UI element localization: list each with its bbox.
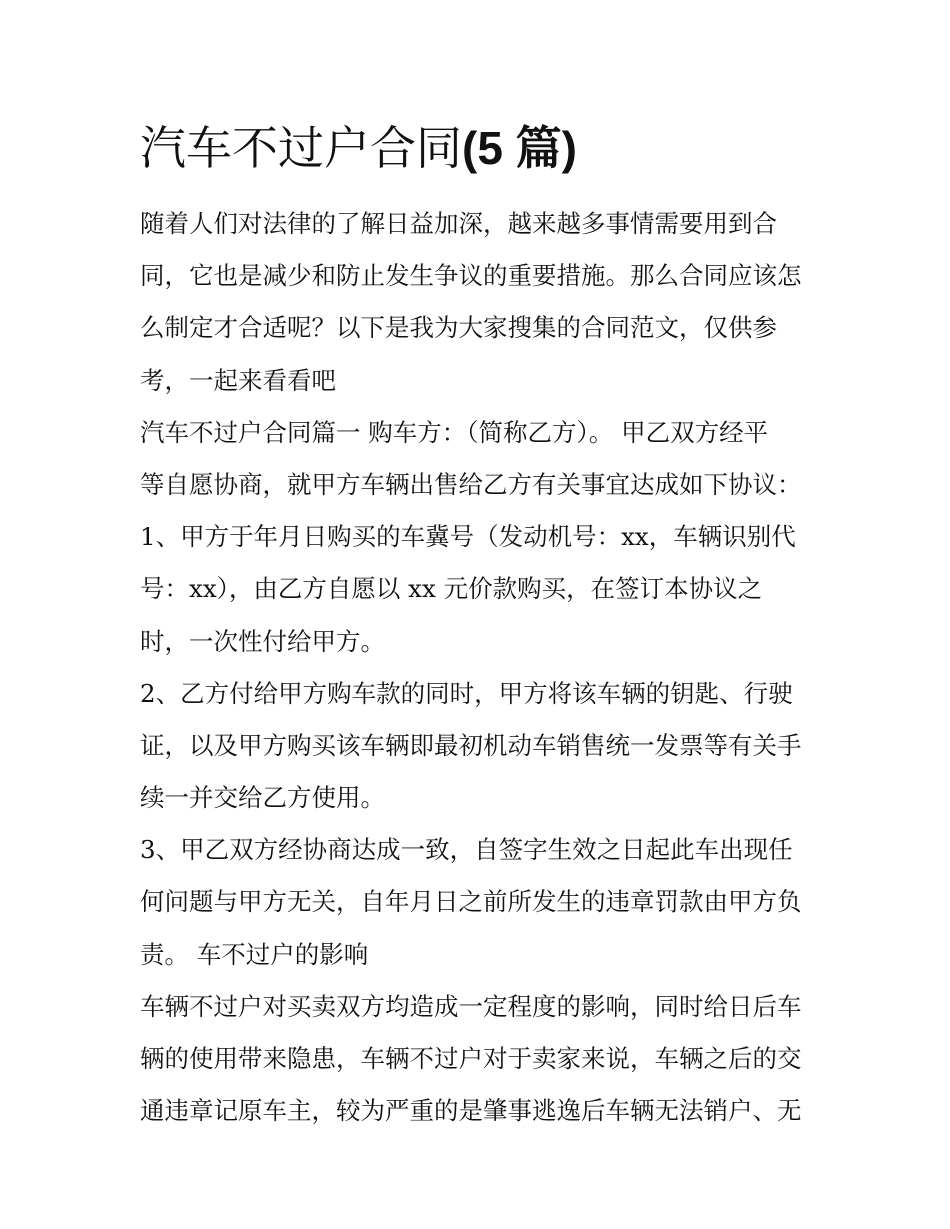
body-line: 2、乙方付给甲方购车款的同时，甲方将该车辆的钥匙、行驶: [140, 678, 793, 708]
body-line: 1、甲方于年月日购买的车冀号（发动机号：xx，车辆识别代: [140, 522, 796, 552]
body-line: 车辆不过户对买卖双方均造成一定程度的影响，同时给日后车: [140, 991, 802, 1021]
body-line: 证，以及甲方购买该车辆即最初机动车销售统一发票等有关手: [140, 730, 802, 760]
document-title-text: 汽车不过户合同: [140, 121, 462, 175]
body-line: 汽车不过户合同篇一 购车方：（简称乙方）。 甲乙双方经平: [140, 417, 769, 447]
body-line: 3、甲乙双方经协商达成一致，自签字生效之日起此车出现任: [140, 835, 793, 865]
body-line: 何问题与甲方无关，自年月日之前所发生的违章罚款由甲方负: [140, 887, 802, 917]
document-title: [140, 116, 577, 180]
body-line: 续一并交给乙方使用。: [140, 783, 385, 813]
body-line: 么制定才合适呢？以下是我为大家搜集的合同范文，仅供参: [140, 313, 777, 343]
body-line: 辆的使用带来隐患，车辆不过户对于卖家来说，车辆之后的交: [140, 1044, 802, 1073]
document-body: [140, 198, 830, 1137]
body-line: 等自愿协商，就甲方车辆出售给乙方有关事宜达成如下协议：: [140, 469, 802, 499]
body-line: 通违章记原车主，较为严重的是肇事逃逸后车辆无法销户、无: [140, 1096, 802, 1126]
body-line: 考，一起来看看吧: [140, 365, 336, 395]
body-line: 随着人们对法律的了解日益加深，越来越多事情需要用到合: [140, 209, 777, 238]
body-line: 时，一次性付给甲方。: [140, 626, 385, 656]
body-line: 同，它也是减少和防止发生争议的重要措施。那么合同应该怎: [140, 261, 802, 291]
document-title-count: (5 篇): [462, 122, 577, 174]
body-line: 责。 车不过户的影响: [140, 939, 369, 969]
body-line: 号：xx），由乙方自愿以 xx 元价款购买，在签订本协议之: [140, 574, 763, 604]
